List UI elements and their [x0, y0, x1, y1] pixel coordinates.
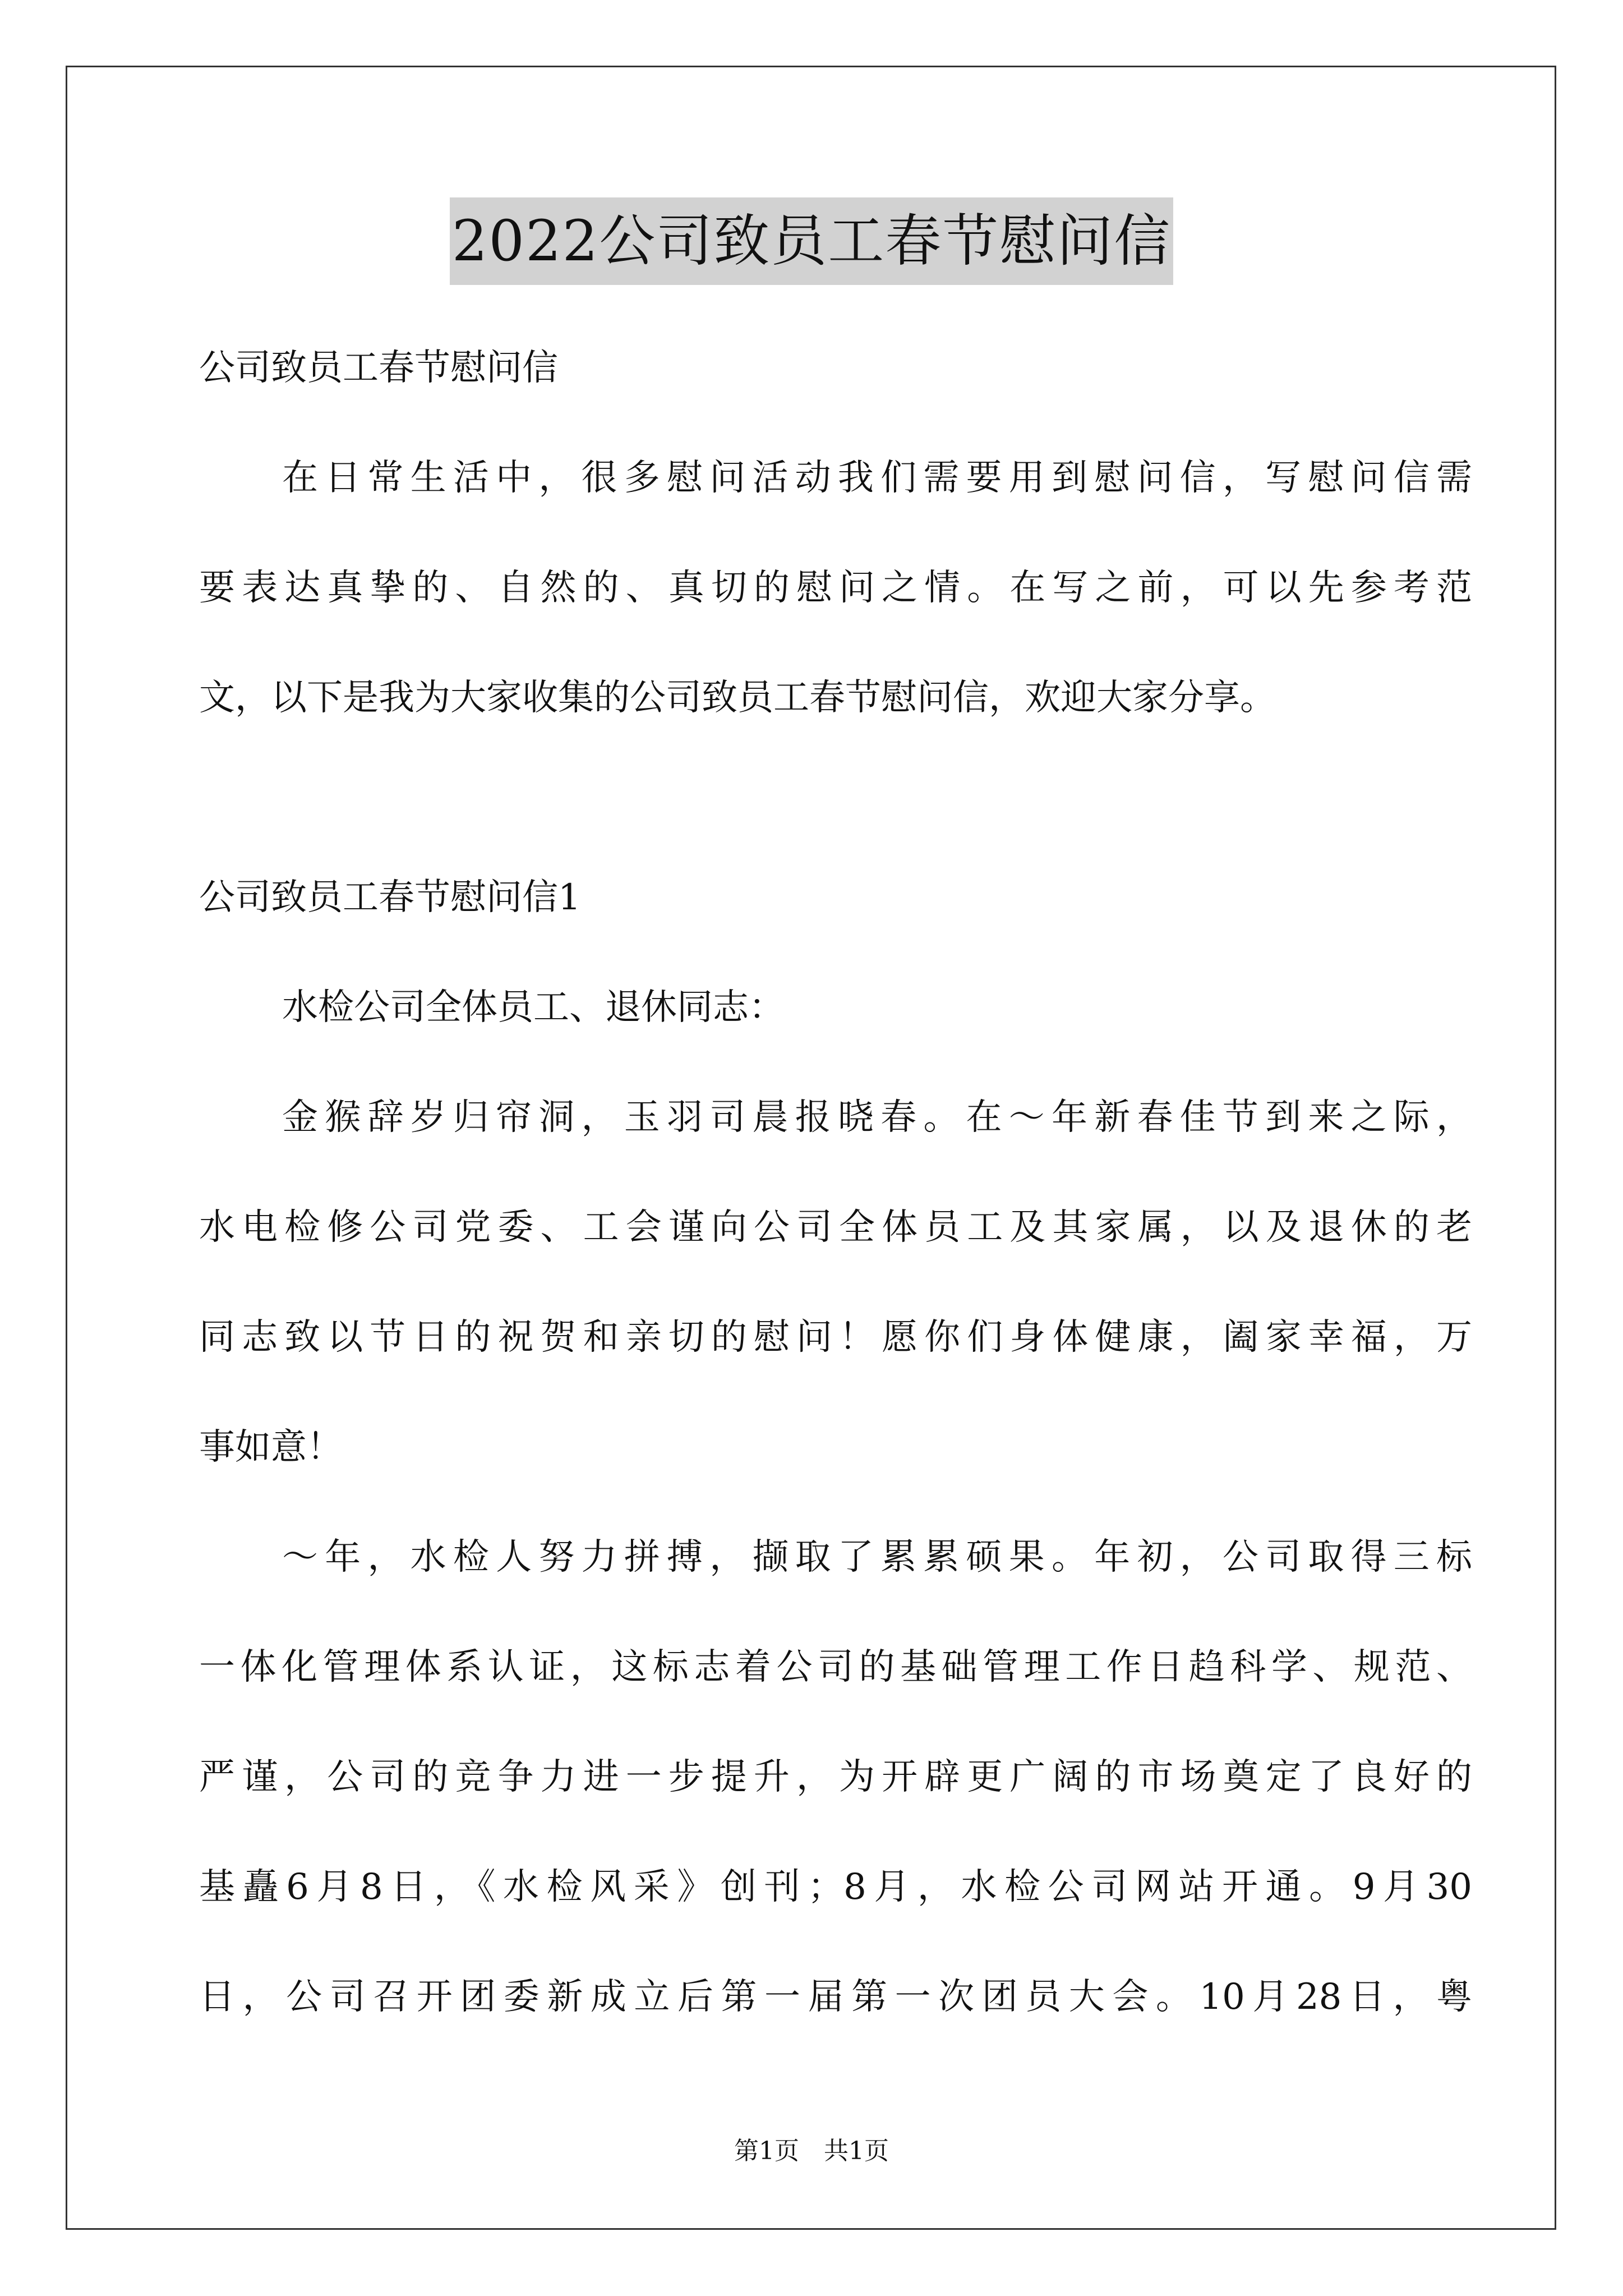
paragraph-line: 一体化管理体系认证，这标志着公司的基础管理工作日趋科学、规范、	[199, 1646, 1472, 1688]
section-gap	[199, 753, 1472, 843]
document-body	[199, 313, 1472, 2052]
paragraph-line: 日，公司召开团委新成立后第一届第一次团员大会。10月28日，粤	[199, 1976, 1472, 2018]
subtitle-line: 公司致员工春节慰问信	[199, 347, 558, 389]
paragraph-line: ～年，水检人努力拼搏，撷取了累累硕果。年初，公司取得三标	[282, 1536, 1472, 1578]
title-container	[0, 197, 1623, 285]
paragraph-line: 同志致以节日的祝贺和亲切的慰问！愿你们身体健康，阖家幸福，万	[199, 1317, 1472, 1358]
paragraph-line: 事如意！	[199, 1427, 343, 1468]
page-number-footer: 第1页 共1页	[734, 2137, 889, 2165]
paragraph-line: 要表达真挚的、自然的、真切的慰问之情。在写之前，可以先参考范	[199, 567, 1472, 609]
paragraph-line: 在日常生活中，很多慰问活动我们需要用到慰问信，写慰问信需	[282, 457, 1472, 499]
salutation-line: 水检公司全体员工、退休同志：	[282, 987, 785, 1028]
section-heading: 公司致员工春节慰问信1	[199, 877, 581, 918]
paragraph-line: 金猴辞岁归帘洞，玉羽司晨报晓春。在～年新春佳节到来之际，	[282, 1097, 1472, 1138]
document-title: 2022公司致员工春节慰问信	[450, 197, 1174, 285]
paragraph-line: 水电检修公司党委、工会谨向公司全体员工及其家属，以及退休的老	[199, 1207, 1472, 1248]
paragraph-line: 基矗6月8日，《水检风采》创刊；8月，水检公司网站开通。9月30	[199, 1866, 1472, 1908]
paragraph-line: 严谨，公司的竞争力进一步提升，为开辟更广阔的市场奠定了良好的	[199, 1756, 1472, 1798]
paragraph-line: 文，以下是我为大家收集的公司致员工春节慰问信，欢迎大家分享。	[199, 677, 1276, 719]
